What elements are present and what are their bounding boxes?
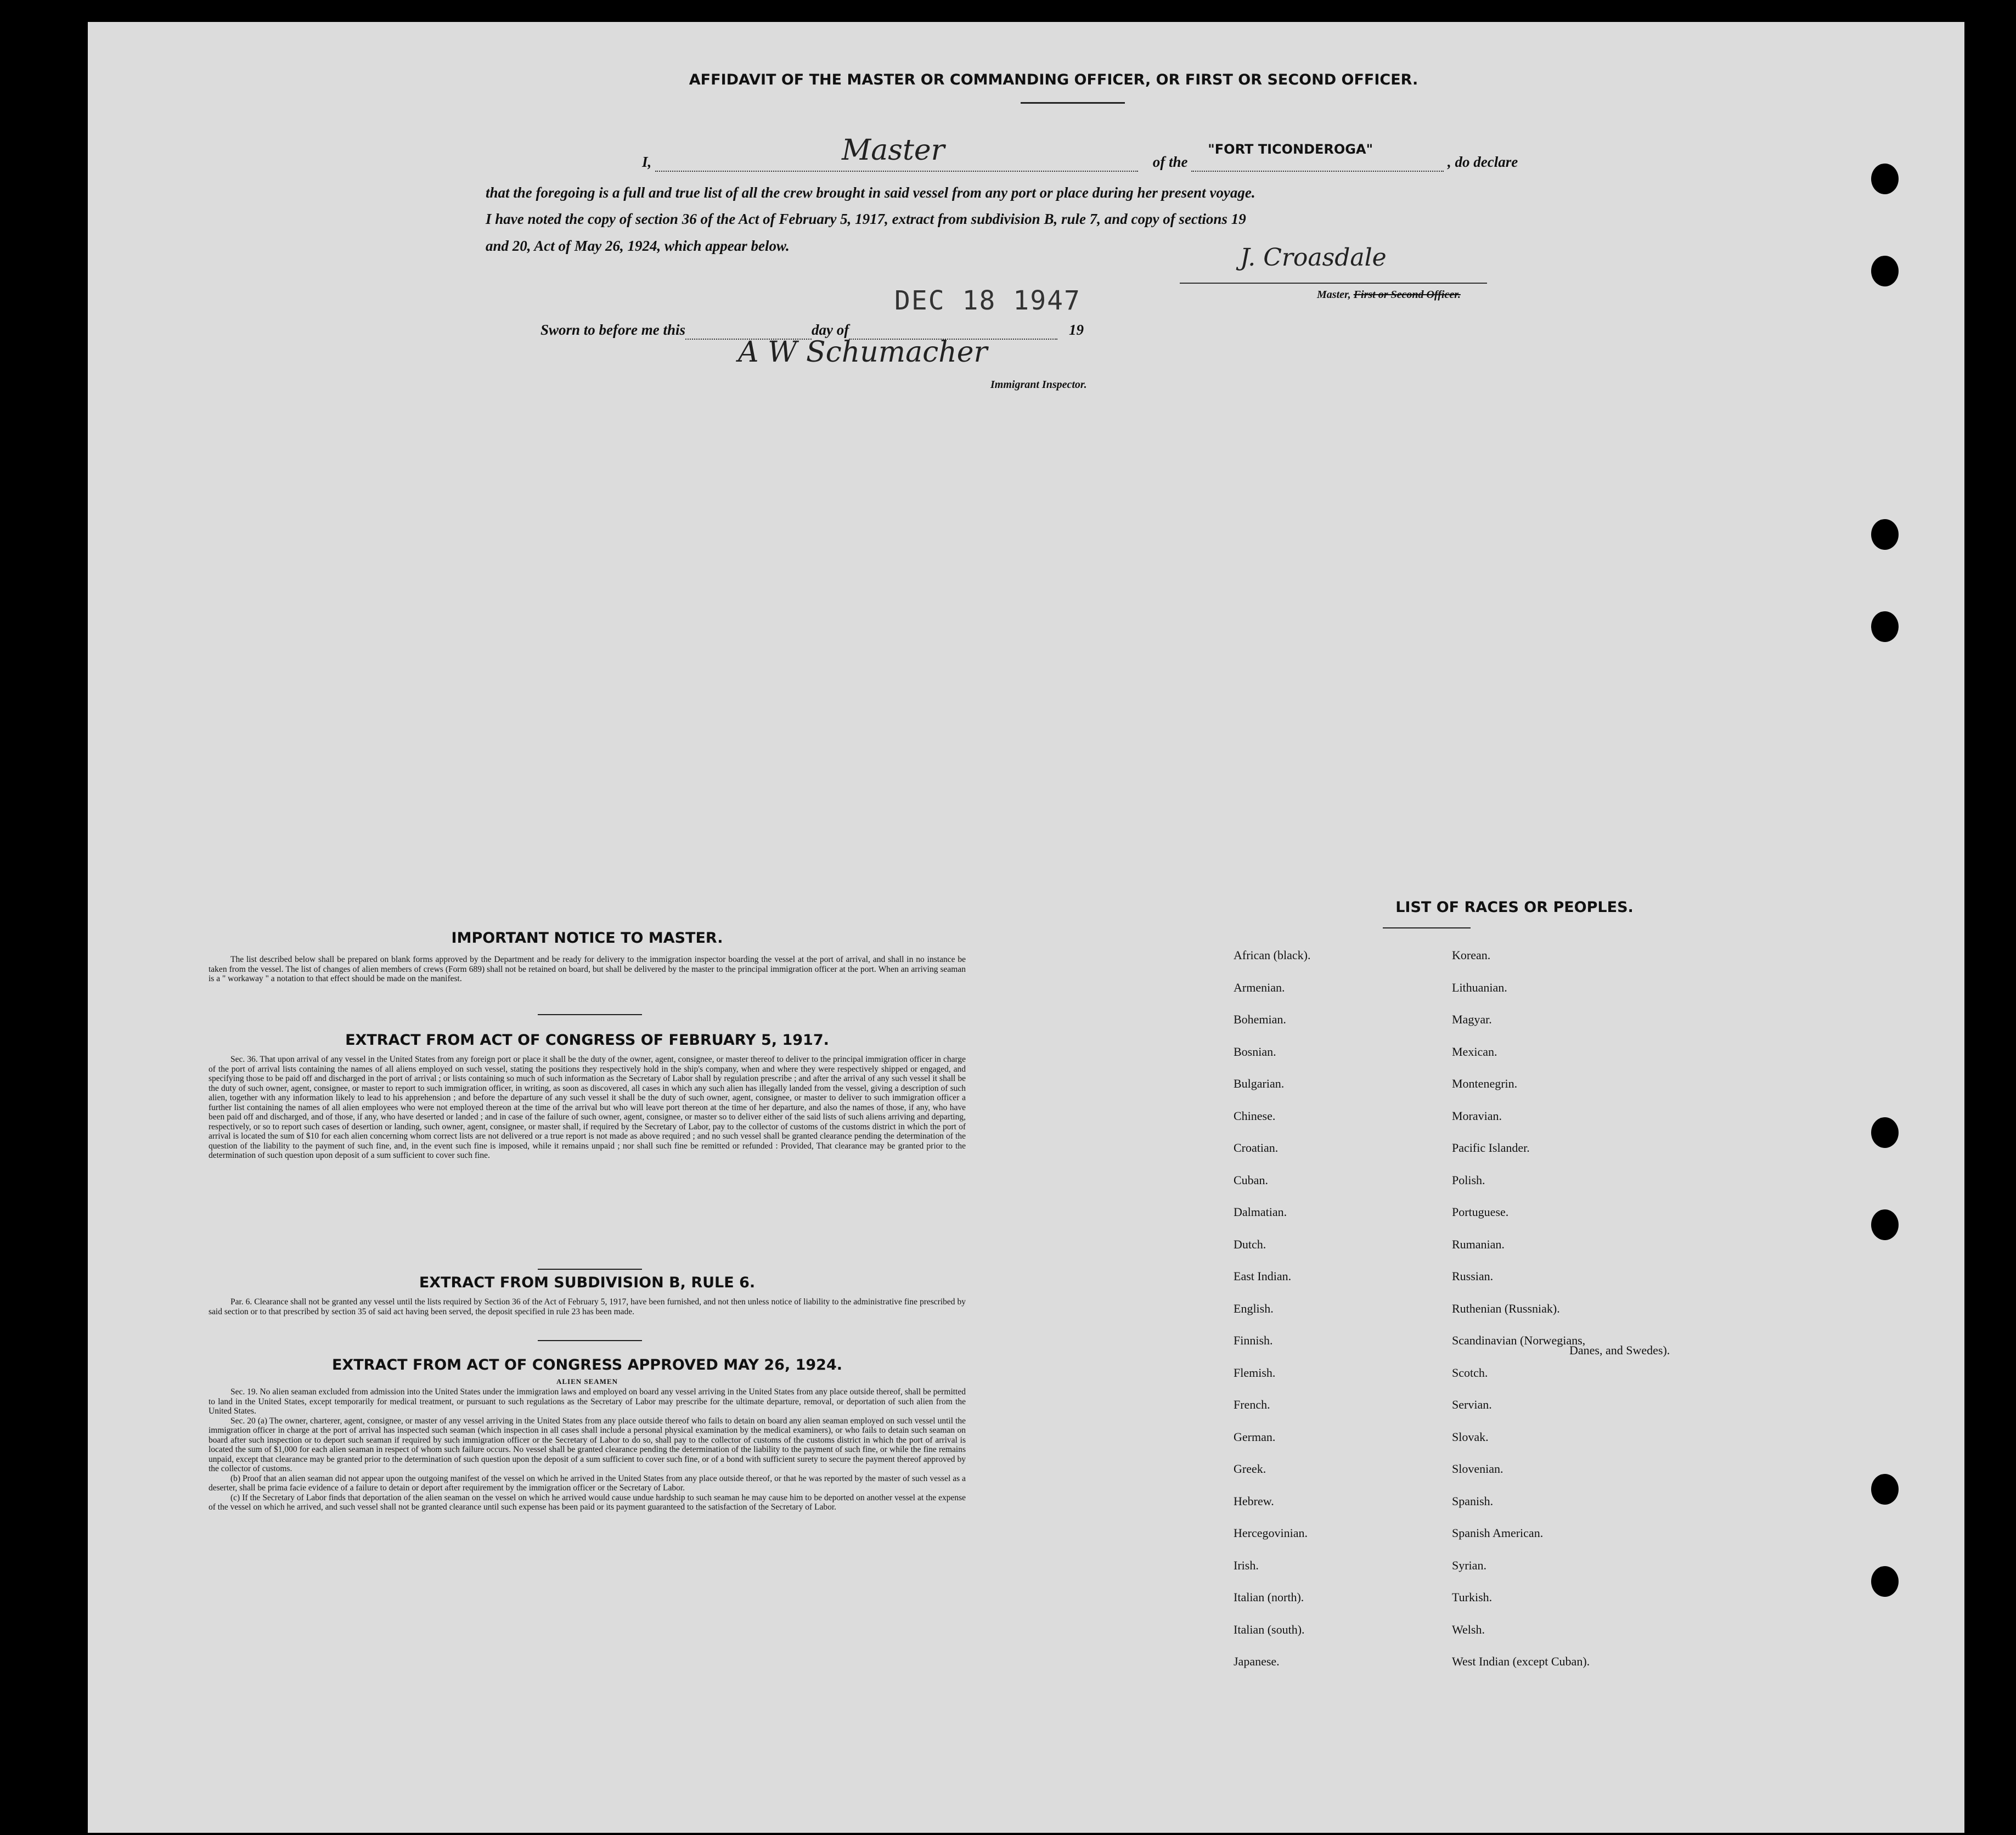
sec36-paragraph: Sec. 36. That upon arrival of any vessel in the United States from any foreign port or place it shall be the duty of the owner, agent, consignee, or master thereof to deliver to the principal immigration officer in charge of the port of arrival lists containing the names of all aliens employed on such vessel, stating the positions they respectively hold in the ship's company, when and where they were respectively shipped or engaged, and specifying those to be paid off and discharged in the port of arrival ; or lists containing so much of such information as the Secretary of Labor shall by regulation prescribe ; and after the arrival of any such vessel it shall be the duty of such owner, agent, consignee, or master to report to such immigration officer, in writing, as soon as discovered, all cases in which any such alien has illegally landed from the vessel, giving a description of such alien, together with any information likely to lead to his apprehension ; and before the departure of any such vessel it shall be the duty of such owner, agent, consignee, or master to deliver to such immigration officer a further list containing the names of all alien employees who were not employed thereon at the time of the arrival but who will leave port thereon at the time of her departure, and also the names of those, if any, who have been paid off and discharged, and of those, if any, who have deserted or landed ; and in case of the failure of such owner, agent, consignee, or master so to deliver either of the said lists of such aliens arriving and departing, respectively, or so to report such cases of desertion or landing, such owner, agent, consignee, or master shall, if required by the Secretary of Labor, pay to the collector of customs of the customs district in which the port of arrival is located the sum of $10 for each alien concerning whom correct lists are not delivered or a true report is not made as above required ; and no such vessel shall be granted clearance pending the determination of the question of the liability to the payment of such fine, and, in the event such fine is imposed, while it remains unpaid ; nor shall such fine be remitted or refunded : Provided, That clearance may be granted prior to the determination of such question upon deposit of a sum sufficient to cover such fine. — [209, 1055, 966, 1160]
sworn-label: Sworn to before me this — [540, 322, 686, 338]
race-item: Dalmatian. — [1234, 1205, 1287, 1219]
race-item-continuation: Danes, and Swedes). — [1569, 1343, 1670, 1357]
affidavit-line-4: and 20, Act of May 26, 1924, which appear below. — [486, 238, 790, 254]
race-item: Italian (north). — [1234, 1590, 1304, 1604]
race-item: Welsh. — [1452, 1622, 1485, 1636]
punch-hole — [1871, 164, 1899, 194]
inspector-signature: A W Schumacher — [738, 336, 988, 369]
affidavit-line-1 — [642, 134, 1518, 172]
extract-1924-title: EXTRACT FROM ACT OF CONGRESS APPROVED MAY 26, 1924. — [331, 1356, 843, 1374]
extract-1924-text — [209, 1387, 966, 1512]
punch-hole — [1871, 519, 1899, 550]
extract-1917-text — [209, 1055, 966, 1161]
title-rule — [1021, 102, 1125, 104]
race-item: Lithuanian. — [1452, 980, 1507, 994]
par6-paragraph: Par. 6. Clearance shall not be granted any vessel until the lists required by Section 36 of the Act of February 5, 1917, have been furnished, and not then unless notice of liability to the administrative fine prescribed by said section or to that prescribed by section 35 of said act having been served, the deposit specified in rule 23 has been made. — [209, 1297, 966, 1316]
race-item: German. — [1234, 1429, 1276, 1444]
race-item: Slovak. — [1452, 1429, 1489, 1444]
races-title-rule — [1383, 927, 1471, 928]
race-item: French. — [1234, 1398, 1270, 1411]
race-item: Slovenian. — [1452, 1462, 1503, 1476]
race-item: Rumanian. — [1452, 1237, 1505, 1251]
rule6-text — [209, 1297, 966, 1316]
race-item: Croatian. — [1234, 1141, 1279, 1155]
race-item: Montenegrin. — [1452, 1077, 1518, 1090]
race-item: Hercegovinian. — [1234, 1526, 1308, 1540]
notice-title: IMPORTANT NOTICE TO MASTER. — [451, 930, 723, 947]
race-item: Magyar. — [1452, 1012, 1492, 1026]
caption-struck: First or Second Officer. — [1353, 289, 1461, 301]
race-item: Turkish. — [1452, 1590, 1493, 1604]
alien-seamen-subtitle: ALIEN SEAMEN — [556, 1377, 618, 1386]
race-item: Bohemian. — [1234, 1012, 1286, 1026]
affidavit-line-3: I have noted the copy of section 36 of the Act of February 5, 1917, extract from subdivision B, rule 7, and copy of sections 19 — [486, 211, 1246, 227]
date-stamp: DEC 18 1947 — [894, 285, 1081, 316]
race-item: Chinese. — [1234, 1108, 1276, 1123]
rule6-title: EXTRACT FROM SUBDIVISION B, RULE 6. — [419, 1274, 756, 1291]
vessel-field — [1191, 142, 1444, 172]
race-item: African (black). — [1234, 948, 1311, 962]
day-of-label: day of — [812, 322, 849, 338]
race-item: Scandinavian (Norwegians, — [1452, 1333, 1586, 1347]
master-signature: J. Croasdale — [1240, 244, 1387, 272]
race-item: West Indian (except Cuban). — [1452, 1654, 1590, 1668]
rank-handwritten: Master — [842, 134, 945, 167]
section-rule — [538, 1269, 642, 1270]
signature-caption — [1317, 289, 1461, 301]
race-item: Pacific Islander. — [1452, 1141, 1530, 1155]
race-item: Armenian. — [1234, 980, 1285, 994]
race-item: East Indian. — [1234, 1269, 1292, 1283]
race-item: Bulgarian. — [1234, 1077, 1285, 1090]
sec19-paragraph: Sec. 19. No alien seaman excluded from admission into the United States under the immigration laws and employed on board any vessel arriving in the United States from any place outside thereof, shall be permitted to land in the United States, except temporarily for medical treatment, or pursuant to such regulations as the Secretary of Labor may prescribe for the ultimate departure, removal, or deportation of such alien from the United States. — [209, 1387, 966, 1416]
declarant-prefix: I, — [642, 154, 652, 170]
race-item: Flemish. — [1234, 1365, 1276, 1380]
race-item: Scotch. — [1452, 1365, 1488, 1380]
race-item: Dutch. — [1234, 1237, 1266, 1251]
race-item: Italian (south). — [1234, 1622, 1305, 1636]
section-rule — [538, 1340, 642, 1341]
race-item: Hebrew. — [1234, 1494, 1274, 1508]
inspector-caption: Immigrant Inspector. — [990, 379, 1087, 391]
declare-label: , do declare — [1448, 154, 1518, 170]
sec20a-paragraph: Sec. 20 (a) The owner, charterer, agent, consignee, or master of any vessel arriving in the United States from any place outside thereof who fails to detain on board any alien seaman employed on such vessel until the immigration officer in charge at the port of arrival has inspected such seaman (which inspection in all cases shall include a personal physical examination by the medical examiners), or who fails to detain such seaman on board after such inspection or to deport such seaman if required by such immigration officer or the Secretary of Labor to do so, shall pay to the collector of customs of the customs district in which the port of arrival is located the sum of $1,000 for each alien seaman in respect of whom such failure occurs. No vessel shall be granted clearance pending the determination of the liability to the payment of such fine, or while the fine remains unpaid, except that clearance may be granted prior to the determination of such question upon the deposit of a sum sufficient to cover such fine, or of a bond with sufficient surety to secure the payment thereof approved by the collector of customs. — [209, 1416, 966, 1473]
race-item: Korean. — [1452, 948, 1491, 962]
punch-hole — [1871, 611, 1899, 642]
race-item: Moravian. — [1452, 1108, 1502, 1123]
notice-text — [209, 955, 966, 984]
punch-hole — [1871, 256, 1899, 286]
signature-line — [1180, 283, 1487, 284]
race-item: Spanish American. — [1452, 1526, 1544, 1540]
vessel-name: "FORT TICONDEROGA" — [1208, 142, 1373, 157]
race-item: Greek. — [1234, 1462, 1266, 1476]
race-item: Bosnian. — [1234, 1044, 1276, 1059]
notice-paragraph: The list described below shall be prepared on blank forms approved by the Department and be ready for delivery to the immigration inspector boarding the vessel at the port of arrival, and shall in no instance be taken from the vessel. The list of changes of alien members of crews (Form 689) shall not be retained on board, but shall be delivered by the master to the principal immigration officer at the port. When an arriving seaman is a " workaway " a notation to that effect should be made on the manifest. — [209, 955, 966, 983]
of-the-label: of the — [1152, 154, 1188, 170]
race-item: Russian. — [1452, 1269, 1494, 1283]
race-item: Mexican. — [1452, 1044, 1497, 1059]
section-rule — [538, 1014, 642, 1015]
caption-master: Master, — [1317, 289, 1351, 301]
year-label: 19 — [1069, 322, 1084, 338]
race-item: English. — [1234, 1301, 1274, 1315]
race-item: Japanese. — [1234, 1654, 1280, 1668]
affidavit-line-2: that the foregoing is a full and true list of all the crew brought in said vessel from any port or place during her present voyage. — [486, 184, 1255, 201]
punch-hole — [1871, 1566, 1899, 1597]
race-item: Syrian. — [1452, 1558, 1486, 1572]
rank-field — [655, 134, 1138, 172]
affidavit-title: AFFIDAVIT OF THE MASTER OR COMMANDING OFFICER, OR FIRST OR SECOND OFFICER. — [689, 71, 1418, 88]
document-page — [88, 22, 1964, 1833]
race-item: Irish. — [1234, 1558, 1259, 1572]
extract-1917-title: EXTRACT FROM ACT OF CONGRESS OF FEBRUARY 5, 1917. — [345, 1032, 829, 1049]
punch-hole — [1871, 1209, 1899, 1240]
race-item: Spanish. — [1452, 1494, 1494, 1508]
punch-hole — [1871, 1117, 1899, 1148]
race-item: Polish. — [1452, 1173, 1485, 1187]
punch-hole — [1871, 1474, 1899, 1505]
sec20b-paragraph: (b) Proof that an alien seaman did not appear upon the outgoing manifest of the vessel on which he arrived in the United States from any place outside thereof, or that he was reported by the master of such vessel as a deserter, shall be prima facie evidence of a failure to detain or deport after requirement by the immigration officer or the Secretary of Labor. — [209, 1473, 966, 1493]
race-item: Portuguese. — [1452, 1205, 1509, 1219]
races-title: LIST OF RACES OR PEOPLES. — [1395, 899, 1634, 916]
race-item: Finnish. — [1234, 1333, 1273, 1347]
race-item: Servian. — [1452, 1398, 1492, 1411]
race-item: Ruthenian (Russniak). — [1452, 1301, 1560, 1315]
race-item: Cuban. — [1234, 1173, 1268, 1187]
sec20c-paragraph: (c) If the Secretary of Labor finds that deportation of the alien seaman on the vessel on which he arrived would cause undue hardship to such seaman he may cause him to be deported on another vessel at the expense of the vessel on which he arrived, and such vessel shall not be granted clearance until such expense has been paid or its payment guaranteed to the satisfaction of the Secretary of Labor. — [209, 1493, 966, 1512]
